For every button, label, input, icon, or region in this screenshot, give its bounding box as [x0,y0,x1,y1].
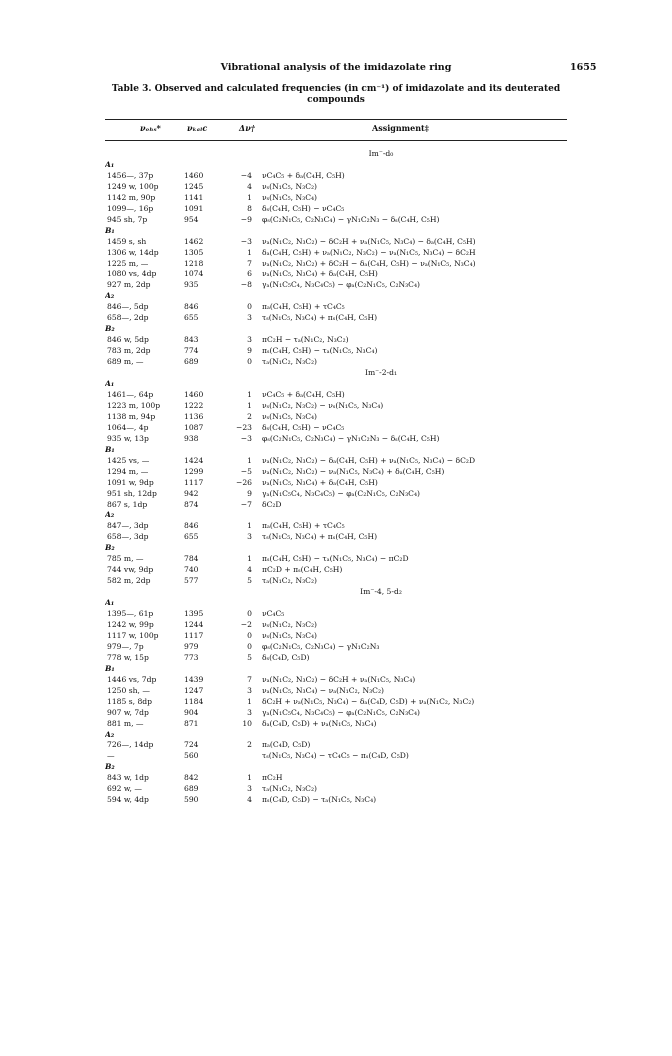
table-row [105,773,567,784]
table-row [105,631,567,642]
table-row [105,620,567,631]
symmetry-species [105,664,567,675]
calc-cell: 560 [184,751,199,761]
assignment-cell: πₐ(C₄H, C₅H) + τC₄C₅ [262,302,345,312]
assignment-cell: φₛ(C₂N₁C₅, C₂N₃C₄) − γN₁C₂N₃ [262,641,380,651]
obs-cell: 1395—, 61p [107,609,154,619]
table-row [105,478,567,489]
calc-cell: 1087 [184,422,204,432]
assignment-cell: τₐ(N₁C₂, N₃C₂) [262,576,317,586]
frequency-table [105,149,567,806]
delta-cell: 1 [247,400,252,410]
assignment-cell: νₐ(N₁C₅, N₃C₄) + δₐ(C₄H, C₅H) [262,477,378,487]
delta-cell: 3 [247,532,252,542]
delta-cell: 6 [247,269,252,279]
symmetry-species [105,762,567,773]
calc-cell: 590 [184,795,199,805]
table-row [105,401,567,412]
table-row [105,259,567,270]
symmetry-species-label: B₁ [105,444,115,454]
assignment-cell: νₛ(N₁C₅, N₃C₂) [262,181,318,191]
delta-cell: 1 [247,455,252,465]
assignment-cell: νₛ(N₁C₂, N₃C₂) − νₛ(N₁C₅, N₃C₄) [262,400,384,410]
calc-cell: 1091 [184,203,204,213]
delta-cell: 9 [247,346,252,356]
assignment-cell: νₐ(N₁C₅, N₃C₄) − νₐ(N₁C₂, N₃C₂) [262,685,384,695]
table-row [105,489,567,500]
table-row [105,751,567,762]
page-number: 1655 [570,62,597,73]
table-row [105,554,567,565]
delta-cell: 5 [247,576,252,586]
symmetry-species [105,379,567,390]
calc-cell: 1244 [184,619,204,629]
obs-cell: 1099—, 16p [107,203,154,213]
table-row [105,434,567,445]
table-row [105,302,567,313]
assignment-cell: νC₄C₅ + δₐ(C₄H, C₅H) [262,389,345,399]
assignment-cell: νₐ(N₁C₂, N₃C₂) − νₐ(N₁C₅, N₃C₄) + δₐ(C₄H, C₅H) [262,466,445,476]
assignment-cell: φₛ(C₂N₁C₅, C₂N₃C₄) − γN₁C₂N₃ − δₛ(C₄H, C₅H) [262,433,440,443]
calc-cell: 577 [184,576,199,586]
obs-cell: 1250 sh, — [107,685,150,695]
running-head: Vibrational analysis of the imidazolate ring [220,62,452,73]
symmetry-species-label: A₂ [105,729,115,739]
calc-cell: 1136 [184,411,204,421]
obs-cell: — [107,751,115,761]
assignment-cell: νC₄C₅ [262,609,285,619]
delta-cell: −7 [240,499,252,509]
obs-cell: 783 m, 2dp [107,346,151,356]
assignment-cell: δₛ(C₄D, C₅D) [262,652,310,662]
assignment-cell: πC₂H − τₐ(N₁C₂, N₃C₂) [262,335,349,345]
delta-cell: −5 [240,466,252,476]
calc-cell: 938 [184,433,199,443]
table-row [105,204,567,215]
delta-cell: 0 [247,641,252,651]
calc-cell: 843 [184,335,199,345]
calc-cell: 655 [184,313,199,323]
delta-cell: 2 [247,411,252,421]
delta-cell: 1 [247,554,252,564]
calc-cell: 773 [184,652,199,662]
assignment-cell: πC₂H [262,773,283,783]
delta-cell: 0 [247,630,252,640]
symmetry-species-label: A₁ [105,598,115,608]
calc-cell: 1184 [184,696,204,706]
delta-cell: 3 [247,784,252,794]
caption-line-1: Table 3. Observed and calculated frequencies (in cm⁻¹) of imidazolate and its deuterated [111,84,561,94]
obs-cell: 1091 w, 9dp [107,477,154,487]
delta-cell: 3 [247,313,252,323]
assignment-cell: πₐ(C₄H, C₅H) + τC₄C₅ [262,521,345,531]
calc-cell: 774 [184,346,199,356]
table-row [105,653,567,664]
calc-cell: 689 [184,357,199,367]
table-row [105,576,567,587]
calc-cell: 871 [184,718,199,728]
section-heading-label: Im⁻-d₀ [368,149,394,158]
obs-cell: 785 m, — [107,554,144,564]
calc-cell: 1247 [184,685,204,695]
delta-cell: 10 [242,718,252,728]
assignment-cell: δC₂D [262,499,282,509]
obs-cell: 1225 m, — [107,258,149,268]
table-row [105,182,567,193]
assignment-cell: δC₂H + νₐ(N₁C₅, N₃C₄) − δₐ(C₄D, C₅D) + νₐ(N₁C₂, N₃C₂) [262,696,475,706]
assignment-cell: τₛ(N₁C₅, N₃C₄) + πₛ(C₄H, C₅H) [262,313,378,323]
delta-cell [232,751,260,762]
calc-cell: 689 [184,784,199,794]
obs-cell: 1249 w, 100p [107,181,159,191]
delta-cell: 1 [247,192,252,202]
obs-cell: 907 w, 7dp [107,707,149,717]
delta-cell: 7 [247,258,252,268]
symmetry-species [105,445,567,456]
table-row [105,565,567,576]
assignment-cell: νₐ(N₁C₂, N₃C₂) − δC₂H + νₐ(N₁C₅, N₃C₄) − δₐ(C₄H, C₅H) [262,236,476,246]
calc-cell: 1074 [184,269,204,279]
table-row [105,423,567,434]
table-row [105,642,567,653]
table-row [105,237,567,248]
obs-cell: 951 sh, 12dp [107,488,157,498]
obs-cell: 1306 w, 14dp [107,247,159,257]
symmetry-species-label: B₂ [105,324,115,334]
assignment-cell: γₐ(N₁C₅C₄, N₃C₄C₅) − φₐ(C₂N₁C₅, C₂N₃C₄) [262,488,421,498]
assignment-cell: νₐ(N₁C₅, N₃C₄) + δₐ(C₄H, C₅H) [262,269,378,279]
symmetry-species-label: A₂ [105,510,115,520]
obs-cell: 658—, 2dp [107,313,149,323]
delta-cell: 8 [247,203,252,213]
calc-cell: 1424 [184,455,204,465]
section-heading [105,368,567,379]
assignment-cell: τₐ(N₁C₂, N₃C₂) [262,784,317,794]
delta-cell: 4 [247,795,252,805]
obs-cell: 1142 m, 90p [107,192,156,202]
calc-cell: 1117 [184,630,204,640]
table-top-rule [105,119,567,120]
calc-cell: 1460 [184,389,204,399]
table-row [105,609,567,620]
delta-cell: 5 [247,652,252,662]
assignment-cell: νₛ(N₁C₅, N₃C₄) [262,630,318,640]
calc-cell: 1218 [184,258,204,268]
obs-cell: 1223 m, 100p [107,400,161,410]
calc-cell: 874 [184,499,199,509]
delta-cell: −9 [240,214,252,224]
obs-cell: 582 m, 2dp [107,576,151,586]
assignment-cell: τₛ(N₁C₅, N₃C₄) + πₛ(C₄H, C₅H) [262,532,378,542]
delta-cell: −23 [235,422,252,432]
assignment-cell: γₐ(N₁C₅C₄, N₃C₄C₅) − φₐ(C₂N₁C₅, C₂N₃C₄) [262,707,421,717]
delta-cell: 9 [247,488,252,498]
calc-cell: 846 [184,521,199,531]
obs-cell: 1185 s, 8dp [107,696,153,706]
calc-cell: 1439 [184,674,204,684]
assignment-cell: νₐ(N₁C₂, N₃C₂) − δₐ(C₄H, C₅H) + νₐ(N₁C₅, N₃C₄) − δC₂D [262,455,476,465]
obs-cell: 843 w, 1dp [107,773,149,783]
calc-cell: 846 [184,302,199,312]
table-row [105,740,567,751]
obs-cell: 726—, 14dp [107,740,154,750]
calc-cell: 740 [184,565,199,575]
obs-cell: 881 m, — [107,718,144,728]
table-row [105,708,567,719]
symmetry-species-label: A₁ [105,159,115,169]
assignment-cell: νₐ(N₁C₂, N₃C₂) − δC₂H + νₐ(N₁C₅, N₃C₄) [262,674,416,684]
header-obs: νₒₕₛ* [140,123,161,133]
assignment-cell: δₛ(C₄H, C₅H) − νC₄C₅ [262,203,345,213]
obs-cell: 594 w, 4dp [107,795,149,805]
obs-cell: 1080 vs, 4dp [107,269,157,279]
symmetry-species-label: A₂ [105,291,115,301]
table-row [105,335,567,346]
header-assignment: Assignment‡ [372,123,429,133]
calc-cell: 1141 [184,192,204,202]
obs-cell: 1117 w, 100p [107,630,159,640]
table-row [105,412,567,423]
section-heading-label: Im⁻-2-d₁ [364,368,398,378]
section-heading-label: Im⁻-4, 5-d₂ [360,587,402,597]
assignment-cell: γₐ(N₁C₅C₄, N₃C₄C₅) − φₐ(C₂N₁C₅, C₂N₃C₄) [262,280,421,290]
table-row [105,357,567,368]
assignment-cell: νₐ(N₁C₂, N₃C₂) + δC₂H − δₐ(C₄H, C₅H) − νₐ(N₁C₅, N₃C₄) [262,258,476,268]
obs-cell: 867 s, 1dp [107,499,148,509]
symmetry-species [105,324,567,335]
symmetry-species [105,160,567,171]
symmetry-species [105,730,567,741]
calc-cell: 842 [184,773,199,783]
assignment-cell: τₛ(N₁C₅, N₃C₄) − τC₄C₅ − πₛ(C₄D, C₅D) [262,751,409,761]
delta-cell: 2 [247,740,252,750]
obs-cell: 1242 w, 99p [107,619,154,629]
delta-cell: −3 [240,236,252,246]
obs-cell: 1461—, 64p [107,389,154,399]
obs-cell: 1294 m, — [107,466,149,476]
table-row [105,346,567,357]
assignment-cell: δₐ(C₄H, C₅H) + νₐ(N₁C₂, N₃C₂) − νₐ(N₁C₅, N₃C₄) − δC₂H [262,247,476,257]
table-row [105,467,567,478]
symmetry-species-label: B₂ [105,762,115,772]
table-row [105,500,567,511]
table-row [105,193,567,204]
obs-cell: 846—, 5dp [107,302,149,312]
table-row [105,313,567,324]
calc-cell: 1299 [184,466,204,476]
table-row [105,532,567,543]
assignment-cell: δₐ(C₄D, C₅D) + νₐ(N₁C₅, N₃C₄) [262,718,377,728]
delta-cell: 0 [247,302,252,312]
assignment-cell: νₛ(N₁C₅, N₃C₄) [262,411,318,421]
obs-cell: 927 m, 2dp [107,280,151,290]
delta-cell: 0 [247,357,252,367]
table-row [105,675,567,686]
caption-line-2: compounds [307,95,365,105]
symmetry-species [105,598,567,609]
obs-cell: 1064—, 4p [107,422,149,432]
table-row [105,521,567,532]
assignment-cell: πₛ(C₄H, C₅H) − τₐ(N₁C₅, N₃C₄) − πC₂D [262,554,409,564]
calc-cell: 935 [184,280,199,290]
calc-cell: 1305 [184,247,204,257]
calc-cell: 784 [184,554,199,564]
delta-cell: 4 [247,181,252,191]
delta-cell: 7 [247,674,252,684]
calc-cell: 1245 [184,181,204,191]
delta-cell: −26 [235,477,252,487]
delta-cell: −3 [240,433,252,443]
symmetry-species-label: B₁ [105,225,115,235]
delta-cell: −4 [240,170,252,180]
header-calc: νₖₐₗc [187,123,208,133]
assignment-cell: πₛ(C₄H, C₅H) − τₐ(N₁C₅, N₃C₄) [262,346,378,356]
symmetry-species-label: A₁ [105,379,115,389]
assignment-cell: φₛ(C₂N₁C₅, C₂N₃C₄) − γN₁C₂N₃ − δₛ(C₄H, C₅H) [262,214,440,224]
delta-cell: 3 [247,335,252,345]
calc-cell: 724 [184,740,199,750]
symmetry-species [105,226,567,237]
calc-cell: 1222 [184,400,204,410]
table-row [105,697,567,708]
delta-cell: 1 [247,521,252,531]
obs-cell: 689 m, — [107,357,144,367]
obs-cell: 744 vw, 9dp [107,565,154,575]
calc-cell: 979 [184,641,199,651]
assignment-cell: πC₂D + πₛ(C₄H, C₅H) [262,565,343,575]
table-row [105,171,567,182]
delta-cell: 1 [247,247,252,257]
delta-cell: 0 [247,609,252,619]
table-row [105,390,567,401]
assignment-cell: πₛ(C₄D, C₅D) − τₐ(N₁C₅, N₃C₄) [262,795,377,805]
symmetry-species [105,510,567,521]
table-row [105,248,567,259]
table-row [105,215,567,226]
symmetry-species-label: B₁ [105,663,115,673]
symmetry-species [105,543,567,554]
obs-cell: 979—, 7p [107,641,144,651]
table-row [105,280,567,291]
table-row [105,719,567,730]
calc-cell: 1117 [184,477,204,487]
delta-cell: 3 [247,707,252,717]
delta-cell: 1 [247,389,252,399]
section-heading [105,587,567,598]
delta-cell: 3 [247,685,252,695]
header-delta: Δν† [239,123,255,133]
delta-cell: 1 [247,696,252,706]
obs-cell: 778 w, 15p [107,652,149,662]
obs-cell: 945 sh, 7p [107,214,148,224]
obs-cell: 1425 vs, — [107,455,150,465]
obs-cell: 846 w, 5dp [107,335,149,345]
calc-cell: 904 [184,707,199,717]
table-row [105,686,567,697]
calc-cell: 1395 [184,609,204,619]
table-row [105,784,567,795]
table-row [105,456,567,467]
assignment-cell: νₛ(N₁C₅, N₃C₄) [262,192,318,202]
obs-cell: 935 w, 13p [107,433,149,443]
delta-cell: 1 [247,773,252,783]
table-row [105,795,567,806]
calc-cell: 1460 [184,170,204,180]
obs-cell: 692 w, — [107,784,142,794]
calc-cell: 954 [184,214,199,224]
obs-cell: 1446 vs, 7dp [107,674,157,684]
delta-cell: 4 [247,565,252,575]
symmetry-species [105,291,567,302]
calc-cell: 1462 [184,236,204,246]
assignment-cell: δₛ(C₄H, C₅H) − νC₄C₅ [262,422,345,432]
delta-cell: −8 [240,280,252,290]
obs-cell: 1138 m, 94p [107,411,156,421]
table-caption [105,84,567,106]
assignment-cell: νₛ(N₁C₂, N₃C₂) [262,619,318,629]
assignment-cell: πₐ(C₄D, C₅D) [262,740,311,750]
section-heading [105,149,567,160]
calc-cell: 655 [184,532,199,542]
assignment-cell: τₐ(N₁C₂, N₃C₂) [262,357,317,367]
symmetry-species-label: B₂ [105,543,115,553]
assignment-cell: νC₄C₅ + δₐ(C₄H, C₅H) [262,170,345,180]
table-row [105,269,567,280]
obs-cell: 658—, 3dp [107,532,149,542]
obs-cell: 847—, 3dp [107,521,149,531]
table-header-rule [105,140,567,141]
delta-cell: −2 [240,619,252,629]
obs-cell: 1459 s, sh [107,236,147,246]
calc-cell: 942 [184,488,199,498]
obs-cell: 1456—, 37p [107,170,154,180]
